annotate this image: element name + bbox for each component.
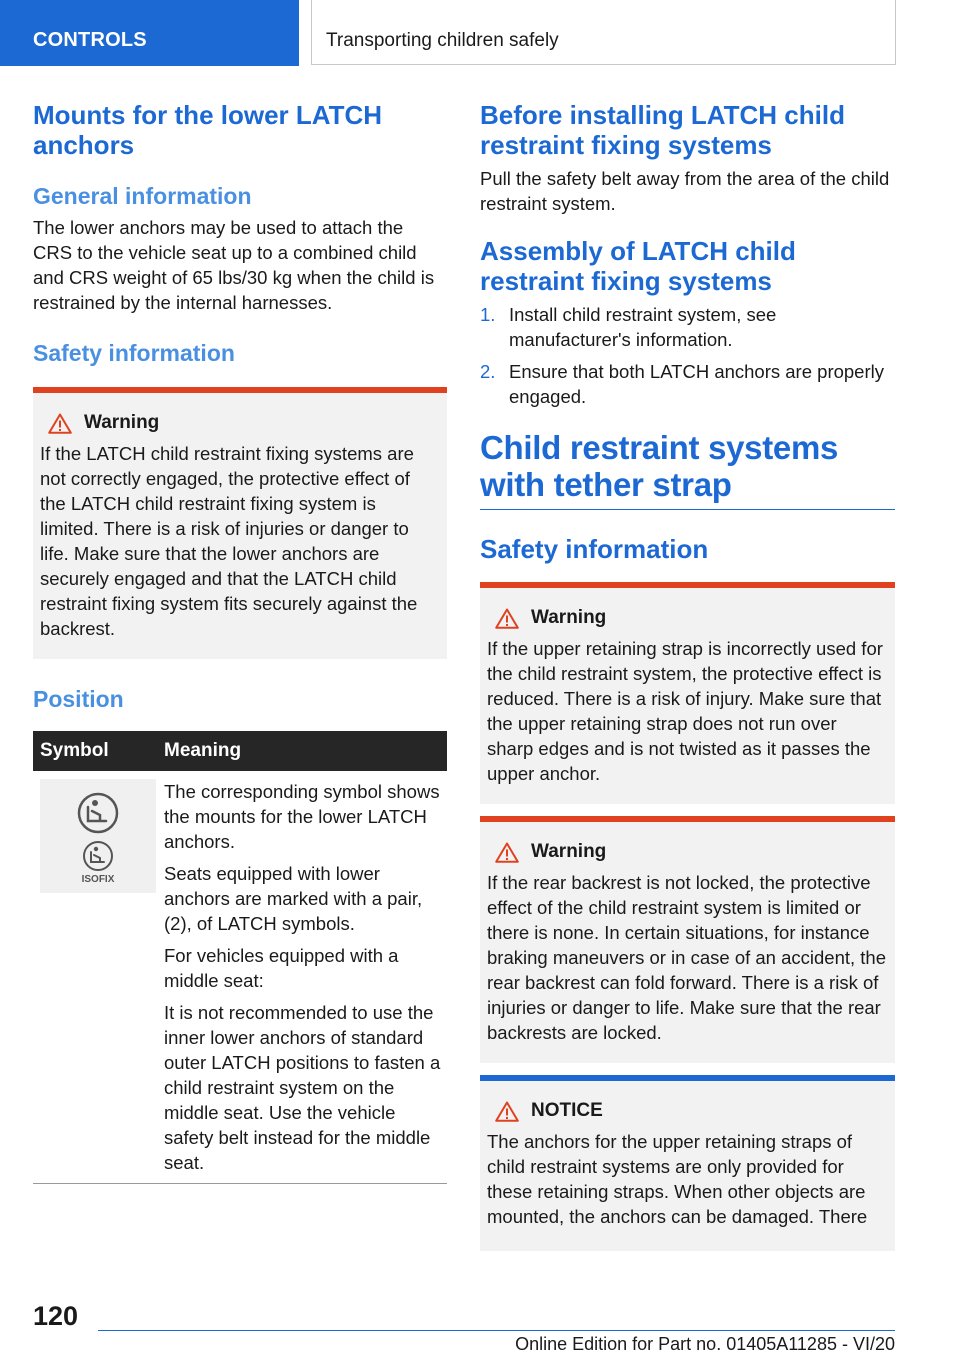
warning-text: If the LATCH child restraint fixing systems are not correctly engaged, the protective effect of the LATCH child restraint fixing system is limited. There is a risk of injuries or danger to life. Make sure that the lower anchors are securely engaged and that the LATCH child restraint fixing system fits securely against the backrest.: [40, 443, 418, 639]
notice-text: The anchors for the upper retaining straps of child restraint systems are only provided for these retaining straps. When other objects are mounted, the anchors can be damaged. There: [487, 1131, 868, 1227]
warning-title-text: Warning: [531, 607, 607, 628]
warning-title-text: Warning: [531, 841, 607, 862]
warning-title: [40, 411, 439, 435]
before-installing-text: Pull the safety belt away from the area of the child restraint system.: [480, 168, 890, 214]
warning-box-upper-strap: [480, 582, 895, 804]
meaning-cell: [156, 771, 447, 1184]
assembly-steps: [480, 302, 895, 409]
section-tab: [0, 0, 299, 66]
warning-box-backrest: [480, 816, 895, 1063]
warning-text: If the rear backrest is not locked, the protective effect of the child restraint system is limited or there is none. In certain situations, for instance braking maneuvers or in case of an accident, the rear backrest can fold forward. There is a risk of injuries or danger to life. Make sure that the rear backrests are locked.: [487, 872, 887, 1043]
meaning-paragraph: The corresponding symbol shows the mounts for the lower LATCH anchors.: [164, 781, 440, 852]
warning-triangle-icon: [495, 608, 519, 629]
table-row: [33, 771, 447, 1184]
chapter-tab: [311, 0, 896, 65]
step-number: 1.: [480, 304, 496, 325]
heading-general-info: General information: [33, 183, 252, 209]
warning-text: If the upper retaining strap is incorrectly used for the child restraint system, the protective effect is reduced. There is a risk of injury. Make sure that the upper retaining strap does not run over sharp edges and is not twisted as it passes the upper anchor.: [487, 638, 883, 784]
position-table: [33, 731, 447, 1184]
warning-triangle-icon: [48, 413, 72, 434]
meaning-paragraph: For vehicles equipped with a middle seat:: [164, 945, 399, 991]
table-header-meaning: Meaning: [156, 731, 447, 771]
heading-assembly: Assembly of LATCH child restraint fixing systems: [480, 236, 796, 296]
heading-before-installing: Before installing LATCH child restraint fixing systems: [480, 100, 845, 160]
notice-title: [487, 1099, 887, 1123]
heading-position: Position: [33, 686, 124, 712]
notice-box: [480, 1075, 895, 1251]
latch-symbol-image: [40, 779, 156, 893]
warning-title: [487, 840, 887, 864]
general-info-text: The lower anchors may be used to attach the CRS to the vehicle seat up to a combined child and CRS weight of 65 lbs/30 kg when the child is restrained by the internal harnesses.: [33, 217, 435, 313]
warning-triangle-icon: [495, 842, 519, 863]
heading-mounts: Mounts for the lower LATCH anchors: [33, 100, 383, 160]
table-header-symbol: Symbol: [33, 731, 156, 771]
symbol-cell: [33, 771, 156, 1184]
meaning-paragraph: Seats equipped with lower anchors are marked with a pair, (2), of LATCH symbols.: [164, 863, 423, 934]
table-header-row: [33, 731, 447, 771]
warning-title: [487, 606, 887, 630]
chapter-title: Transporting children safely: [326, 30, 559, 51]
notice-triangle-icon: [495, 1101, 519, 1122]
meaning-paragraph: It is not recommended to use the inner lower anchors of standard outer LATCH positions to fasten a child restraint system on the middle seat. Use the vehicle safety belt instead for the middle seat.: [164, 1002, 441, 1173]
step-text: Ensure that both LATCH anchors are properly engaged.: [509, 361, 884, 407]
warning-title-text: Warning: [84, 412, 160, 433]
isofix-label: ISOFIX: [81, 874, 115, 885]
heading-safety-info: Safety information: [33, 340, 235, 366]
list-item: [480, 302, 895, 352]
tether-heading-block: [480, 429, 895, 510]
heading-tether-strap: Child restraint systems with tether strap: [480, 429, 839, 503]
footer-divider: [98, 1330, 895, 1331]
footer-edition: Online Edition for Part no. 01405A11285 - VI/20: [515, 1334, 895, 1354]
list-item: [480, 359, 895, 409]
step-number: 2.: [480, 361, 496, 382]
warning-box: [33, 387, 447, 659]
right-column: [480, 100, 895, 1251]
left-column: [33, 100, 447, 1184]
notice-title-text: NOTICE: [531, 1100, 603, 1121]
step-text: Install child restraint system, see manufacturer's information.: [509, 304, 777, 350]
page-number: 120: [33, 1301, 79, 1331]
heading-safety-info-right: Safety information: [480, 534, 709, 564]
section-label: CONTROLS: [33, 29, 147, 51]
